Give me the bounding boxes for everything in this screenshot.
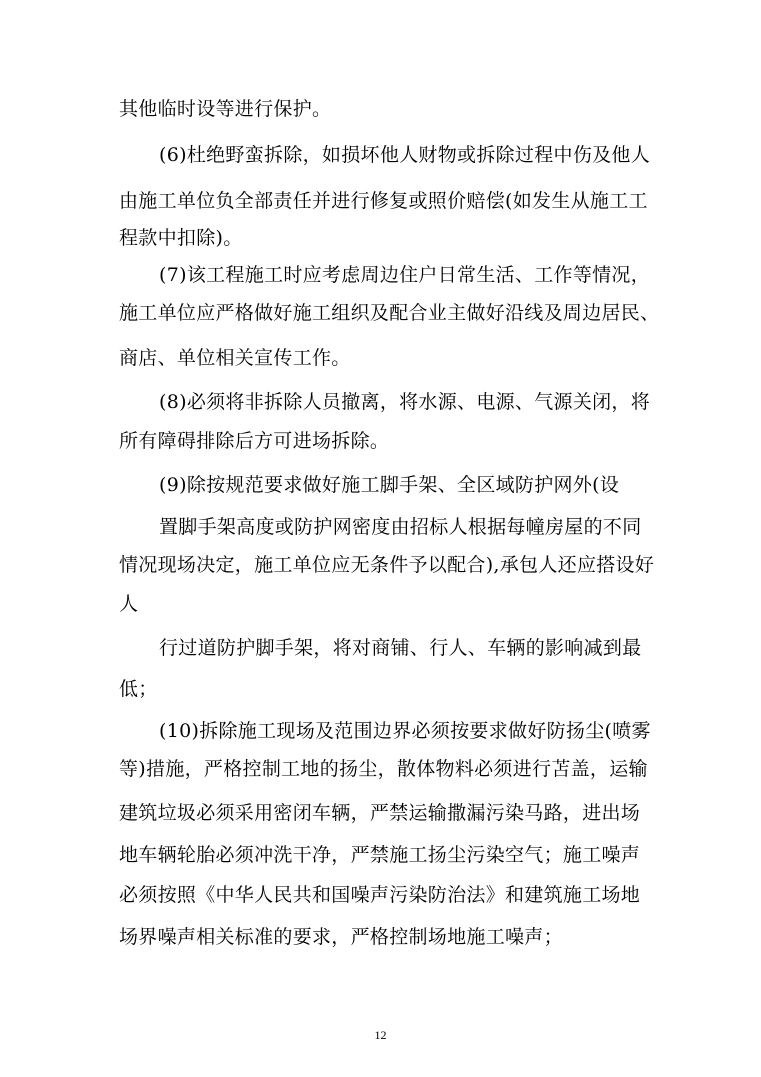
- page-number: 12: [374, 1028, 387, 1042]
- text-line: 场界噪声相关标准的要求，严格控制场地施工噪声；: [119, 926, 563, 948]
- text-line: 情况现场决定，施工单位应无条件予以配合),承包人还应搭设好: [119, 554, 655, 576]
- text-line: 人: [119, 593, 139, 615]
- text-line: 置脚手架高度或防护网密度由招标人根据每幢房屋的不同: [159, 516, 642, 538]
- text-line: 低；: [119, 678, 158, 700]
- text-line: (9)除按规范要求做好施工脚手架、全区域防护网外(设: [159, 474, 620, 496]
- text-line: 等)措施，严格控制工地的扬尘，散体物料必须进行苫盖，运输: [119, 758, 648, 780]
- text-line: (8)必须将非拆除人员撤离，将水源、电源、气源关闭，将: [159, 391, 651, 413]
- text-line: (6)杜绝野蛮拆除，如损坏他人财物或拆除过程中伤及他人: [159, 144, 651, 166]
- text-line: 行过道防护脚手架，将对商铺、行人、车辆的影响减到最: [159, 637, 642, 659]
- text-line: 地车辆轮胎必须冲洗干净，严禁施工扬尘污染空气；施工噪声: [119, 844, 641, 866]
- text-line: 必须按照《中华人民共和国噪声污染防治法》和建筑施工场地: [119, 884, 641, 906]
- text-line: 商店、单位相关宣传工作。: [119, 347, 351, 369]
- text-line: 建筑垃圾必须采用密闭车辆，严禁运输撒漏污染马路，进出场: [119, 802, 641, 824]
- text-line: 程款中扣除)。: [119, 227, 243, 249]
- text-line: 施工单位应严格做好施工组织及配合业主做好沿线及周边居民、: [119, 302, 660, 324]
- text-line: (10)拆除施工现场及范围边界必须按要求做好防扬尘(喷雾: [159, 720, 651, 742]
- text-line: 其他临时设等进行保护。: [119, 98, 332, 120]
- text-line: 所有障碍排除后方可进场拆除。: [119, 430, 390, 452]
- text-line: 由施工单位负全部责任并进行修复或照价赔偿(如发生从施工工: [119, 190, 648, 212]
- text-line: (7)该工程施工时应考虑周边住户日常生活、工作等情况，: [159, 264, 651, 286]
